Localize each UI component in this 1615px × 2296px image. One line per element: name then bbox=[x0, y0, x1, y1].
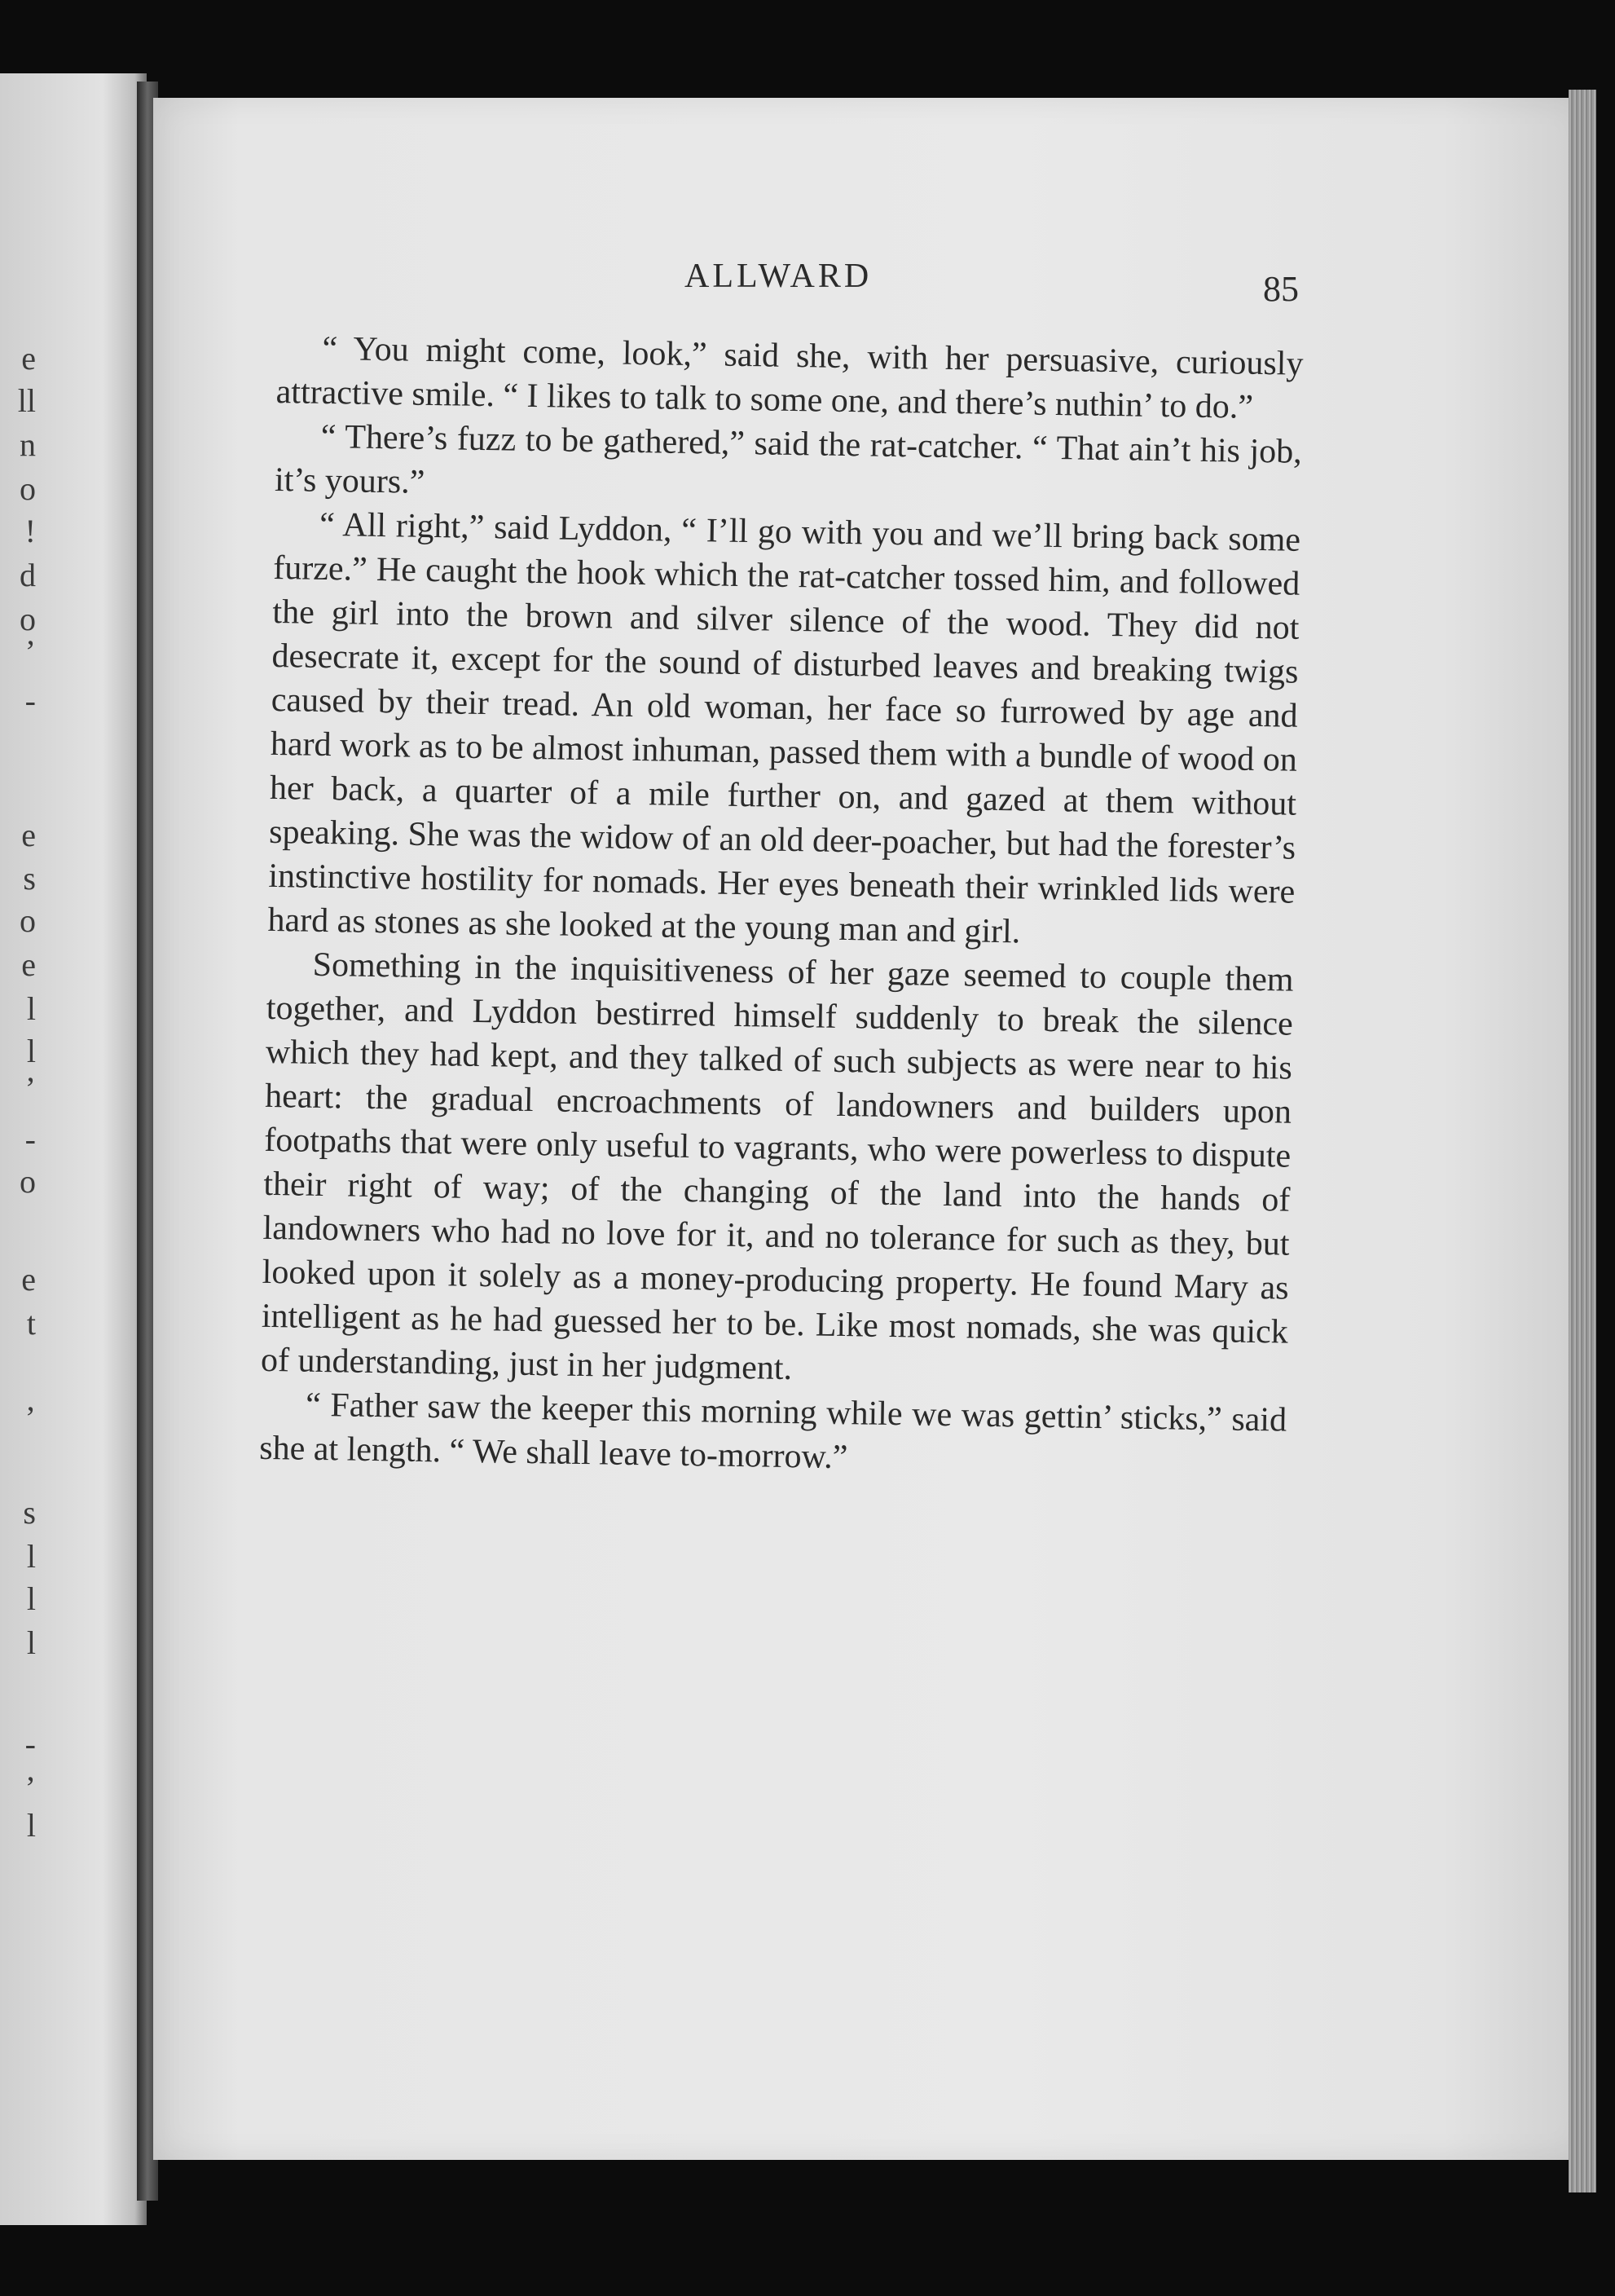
facing-page-fragment: l bbox=[26, 1538, 36, 1575]
facing-page-fragment: e bbox=[21, 1261, 36, 1298]
facing-page-fragment: o bbox=[20, 470, 36, 507]
facing-page-fragment: o bbox=[20, 902, 36, 939]
paragraph: “ You might come, look,” said she, with her persuasive, curiously attractive smile. “ I likes to talk to some one, and there’s nuthin’ to do.” bbox=[275, 329, 1304, 426]
facing-page-fragment: ’ bbox=[24, 1070, 36, 1107]
page-edges bbox=[1569, 90, 1596, 2192]
facing-page-fragment: - bbox=[24, 1725, 36, 1762]
facing-page-fragment: e bbox=[21, 340, 36, 377]
running-title: ALLWARD bbox=[684, 258, 873, 295]
facing-page-text-edge bbox=[0, 73, 49, 2225]
facing-page-fragment: l bbox=[26, 1807, 36, 1844]
facing-page-fragment: s bbox=[23, 860, 36, 897]
facing-page-fragment: ’ bbox=[24, 633, 36, 670]
paragraph: “ All right,” said Lyddon, “ I’ll go with you and we’ll bring back some furze.” He caught the hook which the rat-catcher tossed him, and followed the girl into the brown and silver silence of the wood. They did not desecrate it, except for the sound of disturbed leaves and breaking twigs caused by their tread. An old woman, her face so furrowed by age and hard work as to be almost inhuman, passed them with a bundle of wood on her back, a quarter of a mile further on, and gazed at them without speaking. She was the widow of an old deer-poacher, but had the forester’s instinctive hostility for nomads. Her eyes beneath their wrinkled lids were hard as stones as she looked at the young man and girl. bbox=[267, 505, 1301, 951]
facing-page-fragment: ’ bbox=[24, 1399, 36, 1436]
paragraph: “ There’s fuzz to be gathered,” said the rat-catcher. “ That ain’t his job, it’s yours.” bbox=[274, 417, 1303, 501]
facing-page-fragment: s bbox=[23, 1494, 36, 1531]
facing-page-fragment: d bbox=[20, 557, 36, 593]
paragraph: Something in the inquisitiveness of her gaze seemed to couple them together, and Lyddon bestirred himself suddenly to break the silence which they had kept, and they talked of such subjects as were near to his heart: the gradual encroachments of landowners and builders upon footpaths that were only useful to vagrants, who were powerless to dispute their right of way; of the changing of the land into the hands of landowners who had no love for it, and no tolerance for such as they, but looked upon it solely as a money-producing property. He found Mary as intelligent as he had guessed her to be. Like most nomads, she was quick of understanding, just in her judgment. bbox=[260, 945, 1294, 1388]
body-text bbox=[259, 326, 1304, 1487]
facing-page-fragment: - bbox=[24, 682, 36, 719]
facing-page-fragment: e bbox=[21, 946, 36, 983]
paragraph: “ Father saw the keeper this morning while we was gettin’ sticks,” said she at length. “ We shall leave to-morrow.” bbox=[259, 1386, 1287, 1477]
facing-page-fragment: o bbox=[20, 601, 36, 637]
facing-page bbox=[0, 73, 147, 2225]
facing-page-fragment: ’ bbox=[24, 1769, 36, 1806]
running-head bbox=[0, 257, 1615, 309]
facing-page-fragment: ll bbox=[17, 382, 36, 419]
page-number: 85 bbox=[1263, 269, 1299, 309]
facing-page-fragment: - bbox=[24, 1121, 36, 1157]
facing-page-fragment: ! bbox=[24, 513, 36, 549]
facing-page-fragment: n bbox=[20, 426, 36, 463]
facing-page-fragment: l bbox=[26, 1624, 36, 1661]
facing-page-fragment: t bbox=[26, 1305, 36, 1342]
facing-page-fragment: l bbox=[26, 1580, 36, 1617]
facing-page-fragment: l bbox=[26, 990, 36, 1027]
facing-page-fragment: l bbox=[26, 1033, 36, 1069]
facing-page-fragment: e bbox=[21, 817, 36, 853]
facing-page-fragment: o bbox=[20, 1163, 36, 1200]
